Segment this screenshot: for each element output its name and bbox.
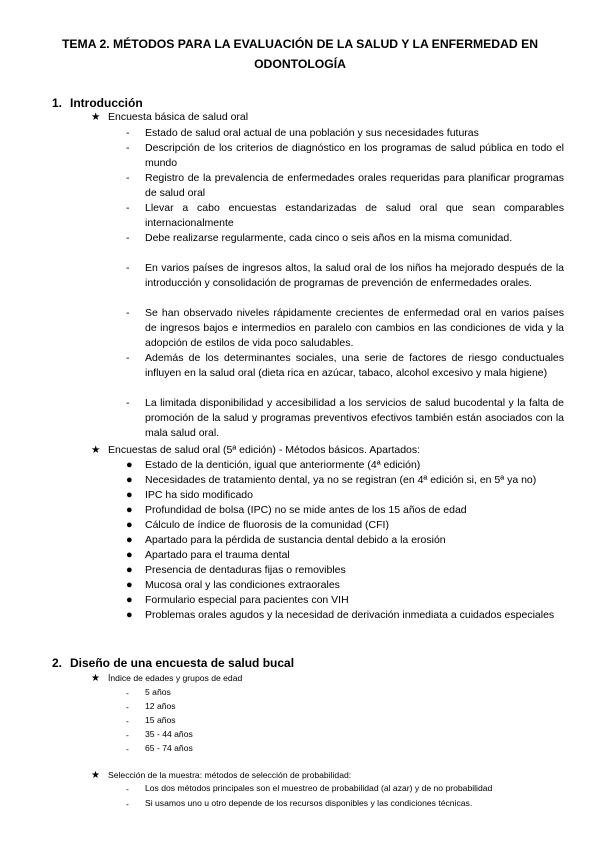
list-item: 12 años: [145, 701, 176, 711]
bullet-icon: ●: [126, 609, 133, 621]
star-icon: ★: [91, 770, 100, 781]
dash-icon: -: [126, 702, 129, 712]
dash-icon: -: [126, 262, 130, 274]
list-item: Problemas orales agudos y la necesidad de derivación inmediata a cuidados especiales: [145, 609, 555, 621]
bullet-icon: ●: [126, 564, 133, 576]
list-item: Cálculo de índice de fluorosis de la comunidad (CFI): [145, 519, 389, 531]
list-item: Debe realizarse regularmente, cada cinco o seis años en la misma comunidad.: [145, 232, 513, 244]
list-item: 65 - 74 años: [145, 743, 193, 753]
star-item-label: Encuestas de salud oral (5ª edición) - Métodos básicos. Apartados:: [108, 444, 421, 456]
list-item: Mucosa oral y las condiciones extraorales: [145, 579, 340, 591]
section-heading-introduccion: [52, 96, 143, 111]
list-item: Apartado para el trauma dental: [145, 549, 290, 561]
section-title: Introducción: [70, 96, 143, 110]
star-icon: ★: [91, 111, 101, 123]
list-item: 35 - 44 años: [145, 729, 193, 739]
dash-icon: -: [126, 716, 129, 726]
list-item: Apartado para la pérdida de sustancia dental debido a la erosión: [145, 534, 446, 546]
page-title: TEMA 2. MÉTODOS PARA LA EVALUACIÓN DE LA SALUD Y LA ENFERMEDAD EN ODONTOLOGÍA: [61, 37, 538, 71]
dash-icon: -: [126, 397, 130, 409]
bullet-icon: ●: [126, 549, 133, 561]
list-item: Registro de la prevalencia de enfermedades orales requeridas para planificar programas de salud oral: [145, 172, 564, 199]
list-item: Llevar a cabo encuestas estandarizadas de salud oral que sean comparables internacionalmente: [145, 202, 564, 229]
dash-icon: -: [126, 688, 129, 698]
dash-icon: -: [126, 730, 129, 740]
list-item: La limitada disponibilidad y accesibilidad a los servicios de salud bucodental y la falta de promoción de la salud y programas preventivos efectivos también están asociados con la mala salud oral.: [145, 397, 564, 439]
list-item: Estado de la dentición, igual que anteriormente (4ª edición): [145, 459, 421, 471]
list-item: Profundidad de bolsa (IPC) no se mide antes de los 15 años de edad: [145, 504, 467, 516]
list-item: Descripción de los criterios de diagnóstico en los programas de salud pública en todo el mundo: [145, 142, 564, 169]
dash-icon: -: [126, 307, 130, 319]
star-icon: ★: [91, 673, 100, 684]
star-item-encuestas-5-edicion: [91, 443, 420, 457]
star-item-label: Encuesta básica de salud oral: [108, 111, 249, 123]
star-item-label: Índice de edades y grupos de edad: [108, 673, 243, 683]
section-title: Diseño de una encuesta de salud bucal: [70, 656, 295, 670]
list-item: Estado de salud oral actual de una población y sus necesidades futuras: [145, 127, 479, 139]
list-item: 5 años: [145, 687, 171, 697]
list-item: Presencia de dentaduras fijas o removibles: [145, 564, 346, 576]
dash-icon: -: [126, 744, 129, 754]
dash-icon: -: [126, 232, 130, 244]
section-number: 2.: [52, 656, 63, 670]
dash-icon: -: [126, 127, 130, 139]
list-item: 15 años: [145, 715, 176, 725]
list-item: Formulario especial para pacientes con VIH: [145, 594, 349, 606]
star-icon: ★: [91, 444, 101, 456]
dash-icon: -: [126, 784, 129, 794]
section-number: 1.: [52, 96, 63, 110]
star-item-label: Selección de la muestra: métodos de selección de probabilidad:: [108, 770, 352, 780]
bullet-icon: ●: [126, 489, 133, 501]
bullet-icon: ●: [126, 459, 133, 471]
bullet-icon: ●: [126, 504, 133, 516]
list-item: Se han observado niveles rápidamente crecientes de enfermedad oral en varios países de ingresos bajos e intermedios en paralelo con cambios en las condiciones de vida y la adopción de estilos de vida poco saludables.: [145, 307, 564, 349]
list-item: Necesidades de tratamiento dental, ya no se registran (en 4ª edición si, en 5ª ya no): [145, 474, 537, 486]
list-item: Los dos métodos principales son el muestreo de probabilidad (al azar) y de no probabilidad: [145, 783, 493, 793]
bullet-icon: ●: [126, 474, 133, 486]
dash-icon: -: [126, 172, 130, 184]
star-item-indice-edades: [91, 671, 242, 686]
list-item: Además de los determinantes sociales, una serie de factores de riesgo conductuales influyen en la salud oral (dieta rica en azúcar, tabaco, alcohol excesivo y mala higiene): [145, 352, 564, 379]
list-item: IPC ha sido modificado: [145, 489, 253, 501]
bullet-icon: ●: [126, 519, 133, 531]
list-item: En varios países de ingresos altos, la salud oral de los niños ha mejorado después de la introducción y consolidación de programas de prevención de enfermedades orales.: [145, 262, 564, 289]
star-item-encuesta-basica: [91, 110, 248, 124]
dash-icon: -: [126, 142, 130, 154]
section-heading-diseno: [52, 656, 294, 671]
bullet-icon: ●: [126, 594, 133, 606]
star-item-seleccion-muestra: [91, 768, 351, 783]
dash-icon: -: [126, 202, 130, 214]
list-item: Si usamos uno u otro depende de los recursos disponibles y las condiciones técnicas.: [145, 798, 473, 808]
dash-icon: -: [126, 799, 129, 809]
bullet-icon: ●: [126, 534, 133, 546]
bullet-icon: ●: [126, 579, 133, 591]
dash-icon: -: [126, 352, 130, 364]
